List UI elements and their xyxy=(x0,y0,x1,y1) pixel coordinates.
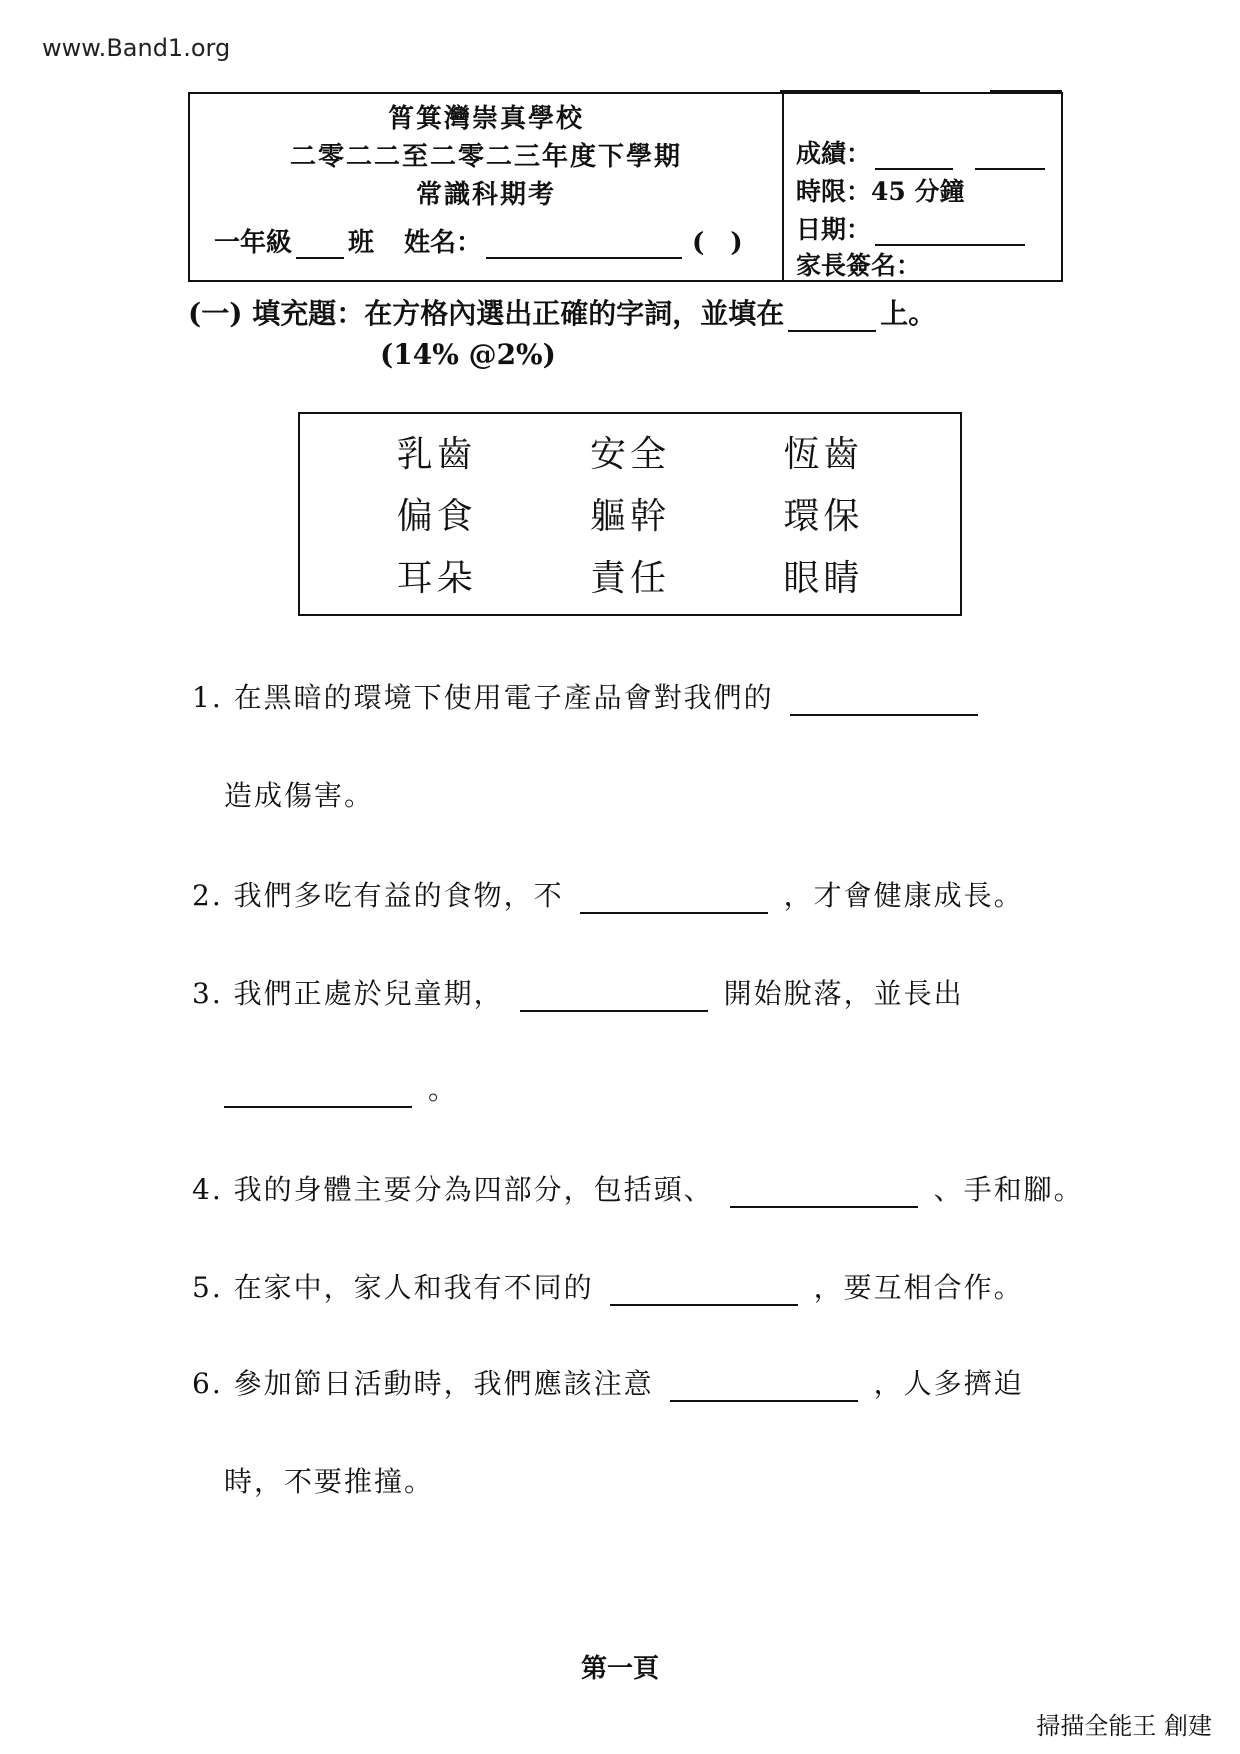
watermark: www.Band1.org xyxy=(42,34,231,62)
question-text: 3. 我們正處於兒童期， xyxy=(192,977,504,1010)
word-bank-item: 乳齒 xyxy=(396,434,477,475)
score-row xyxy=(796,134,1049,170)
question-text: ，人多擠迫 xyxy=(873,1367,1024,1400)
answer-blank-5[interactable] xyxy=(610,1276,798,1306)
section-title-suffix: 上。 xyxy=(880,297,937,330)
parent-signature-label: 家長簽名： xyxy=(796,251,922,280)
answer-blank-4[interactable] xyxy=(730,1178,918,1208)
word-bank-item: 責任 xyxy=(589,558,670,599)
question-text: 時，不要推撞。 xyxy=(224,1465,435,1498)
parent-signature-row xyxy=(796,246,1047,282)
class-label: 班 xyxy=(348,228,375,258)
term-label: 二零二二至二零二三年度下學期 xyxy=(289,142,682,172)
answer-blank-1[interactable] xyxy=(790,686,978,716)
title-blank-sample xyxy=(788,302,876,332)
word-bank-item: 安全 xyxy=(589,434,670,475)
answer-blank-2[interactable] xyxy=(580,884,768,914)
parent-signature-field[interactable] xyxy=(925,254,1043,282)
question-3-continued xyxy=(208,1068,458,1108)
word-bank-item: 軀幹 xyxy=(589,496,670,537)
student-info-row xyxy=(214,222,743,259)
question-6 xyxy=(192,1362,1024,1402)
name-label: 姓名： xyxy=(404,228,483,258)
question-2 xyxy=(192,874,1024,914)
question-1 xyxy=(192,676,994,716)
word-bank-item: 環保 xyxy=(783,496,864,537)
word-bank xyxy=(298,412,962,616)
class-number-field[interactable]: ( ) xyxy=(692,228,743,258)
word-bank-item: 眼睛 xyxy=(783,558,864,599)
question-text: ，要互相合作。 xyxy=(813,1271,1024,1304)
section-title xyxy=(188,292,936,332)
school-name: 筲箕灣崇真學校 xyxy=(387,104,584,134)
question-5 xyxy=(192,1266,1024,1306)
question-4 xyxy=(192,1168,1084,1208)
question-1-continued xyxy=(224,774,374,814)
answer-blank-6[interactable] xyxy=(670,1372,858,1402)
question-3 xyxy=(192,972,964,1012)
question-text: 造成傷害。 xyxy=(224,779,375,812)
score-label: 成績： xyxy=(796,139,872,168)
answer-blank-3b[interactable] xyxy=(224,1078,412,1108)
grade-label: 一年級 xyxy=(214,228,293,258)
time-limit: 時限：45 分鐘 xyxy=(796,177,965,206)
question-text: 。 xyxy=(428,1073,459,1106)
scanner-credit: 掃描全能王 創建 xyxy=(1036,1712,1212,1740)
question-text: 6. 參加節日活動時，我們應該注意 xyxy=(192,1367,654,1400)
question-text: 1. 在黑暗的環境下使用電子產品會對我們的 xyxy=(192,681,774,714)
question-text: 5. 在家中，家人和我有不同的 xyxy=(192,1271,594,1304)
date-label: 日期： xyxy=(796,215,872,244)
date-field[interactable] xyxy=(875,218,1025,246)
question-text: 4. 我的身體主要分為四部分，包括頭、 xyxy=(192,1173,714,1206)
header-school-info xyxy=(190,94,784,280)
section-title-prefix: (一) 填充題：在方格內選出正確的字詞，並填在 xyxy=(188,297,785,330)
name-field[interactable] xyxy=(486,231,682,259)
question-text: 開始脫落，並長出 xyxy=(723,977,964,1010)
word-bank-item: 恆齒 xyxy=(783,434,864,475)
question-text: 、手和腳。 xyxy=(933,1173,1084,1206)
question-text: ，才會健康成長。 xyxy=(783,879,1024,912)
question-6-continued xyxy=(224,1460,434,1500)
class-field[interactable] xyxy=(296,231,344,259)
score-field[interactable] xyxy=(875,142,953,170)
word-bank-item: 耳朵 xyxy=(396,558,477,599)
score-total-field[interactable] xyxy=(975,142,1045,170)
exam-header xyxy=(188,92,1063,282)
header-meta xyxy=(784,94,1061,280)
date-row xyxy=(796,210,1029,246)
word-bank-item: 偏食 xyxy=(396,496,477,537)
question-text: 2. 我們多吃有益的食物，不 xyxy=(192,879,564,912)
answer-blank-3a[interactable] xyxy=(520,982,708,1012)
exam-title: 常識科期考 xyxy=(415,180,556,210)
page-number: 第一頁 xyxy=(580,1654,659,1684)
score-note: (14% @2%) xyxy=(380,338,556,371)
